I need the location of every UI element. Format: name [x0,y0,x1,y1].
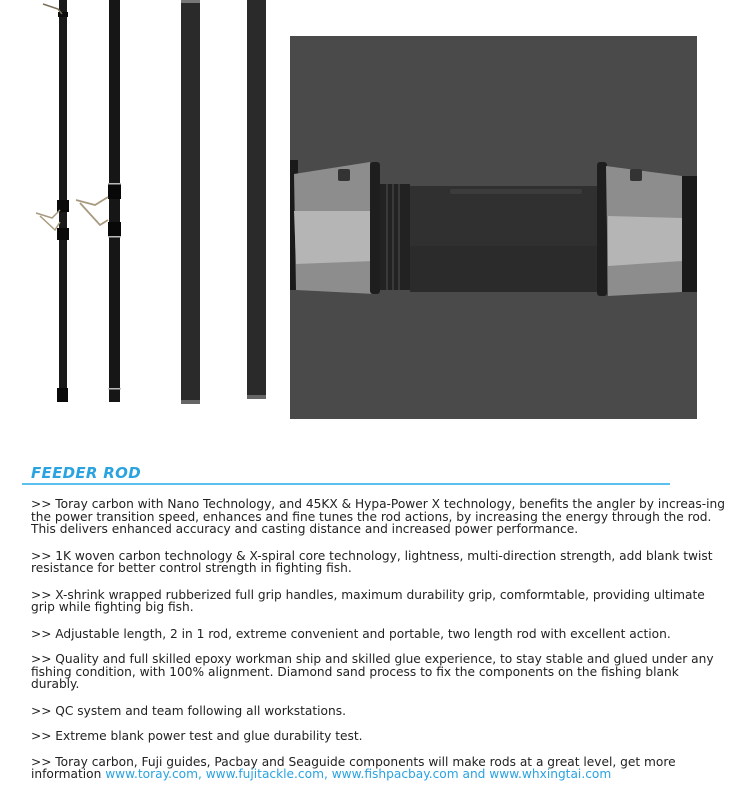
reel-seat-right-hood [597,162,697,296]
feature-paragraph: >> Adjustable length, 2 in 1 rod, extreme convenient and portable, two length rod with excellent action. [31,626,671,641]
feature-paragraph-links [31,756,731,781]
reel-seat-grip [380,184,602,292]
feature-list [31,498,731,795]
links-intro-text: >> Toray carbon, Fuji guides, Pacbay and Seaguide components will make rods at a great level, get more information [31,754,676,781]
reel-seat-left-hood [290,160,380,294]
feature-paragraph: >> Toray carbon with Nano Technology, and 45KX & Hypa-Power X technology, benefits the angler by increas-ing the power transition speed, enhances and fine tunes the rod actions, by increasing the energy through the rod. This delivers enhanced accuracy and casting distance and increased power performance. [31,497,725,536]
supplier-links[interactable]: www.toray.com, www.fujitackle.com, www.fishpacbay.com and www.whxingtai.com [105,767,612,781]
rod-section-butt [247,0,266,399]
section-title: FEEDER ROD [31,464,141,482]
rod-section-handle [181,0,200,404]
feature-paragraph: >> 1K woven carbon technology & X-spiral core technology, lightness, multi-direction strength, add blank twist resistance for better control strength in fighting fish. [31,548,713,575]
rod-section-middle [76,0,121,402]
rod-sections-photo [0,0,290,410]
feature-paragraph: >> X-shrink wrapped rubberized full grip handles, maximum durability grip, comformtable, providing ultimate grip while fighting big fish. [31,587,705,614]
reel-seat-photo [290,36,697,419]
feature-paragraph: >> Quality and full skilled epoxy workman ship and skilled glue experience, to stay stable and glued under any fishing condition, with 100% alignment. Diamond sand process to fix the components on the fishing blank durably. [31,652,714,691]
feature-paragraph: >> Extreme blank power test and glue durability test. [31,729,363,743]
section-title-underline [22,483,670,485]
rod-section-tip [36,0,69,402]
feature-paragraph: >> QC system and team following all workstations. [31,703,346,718]
